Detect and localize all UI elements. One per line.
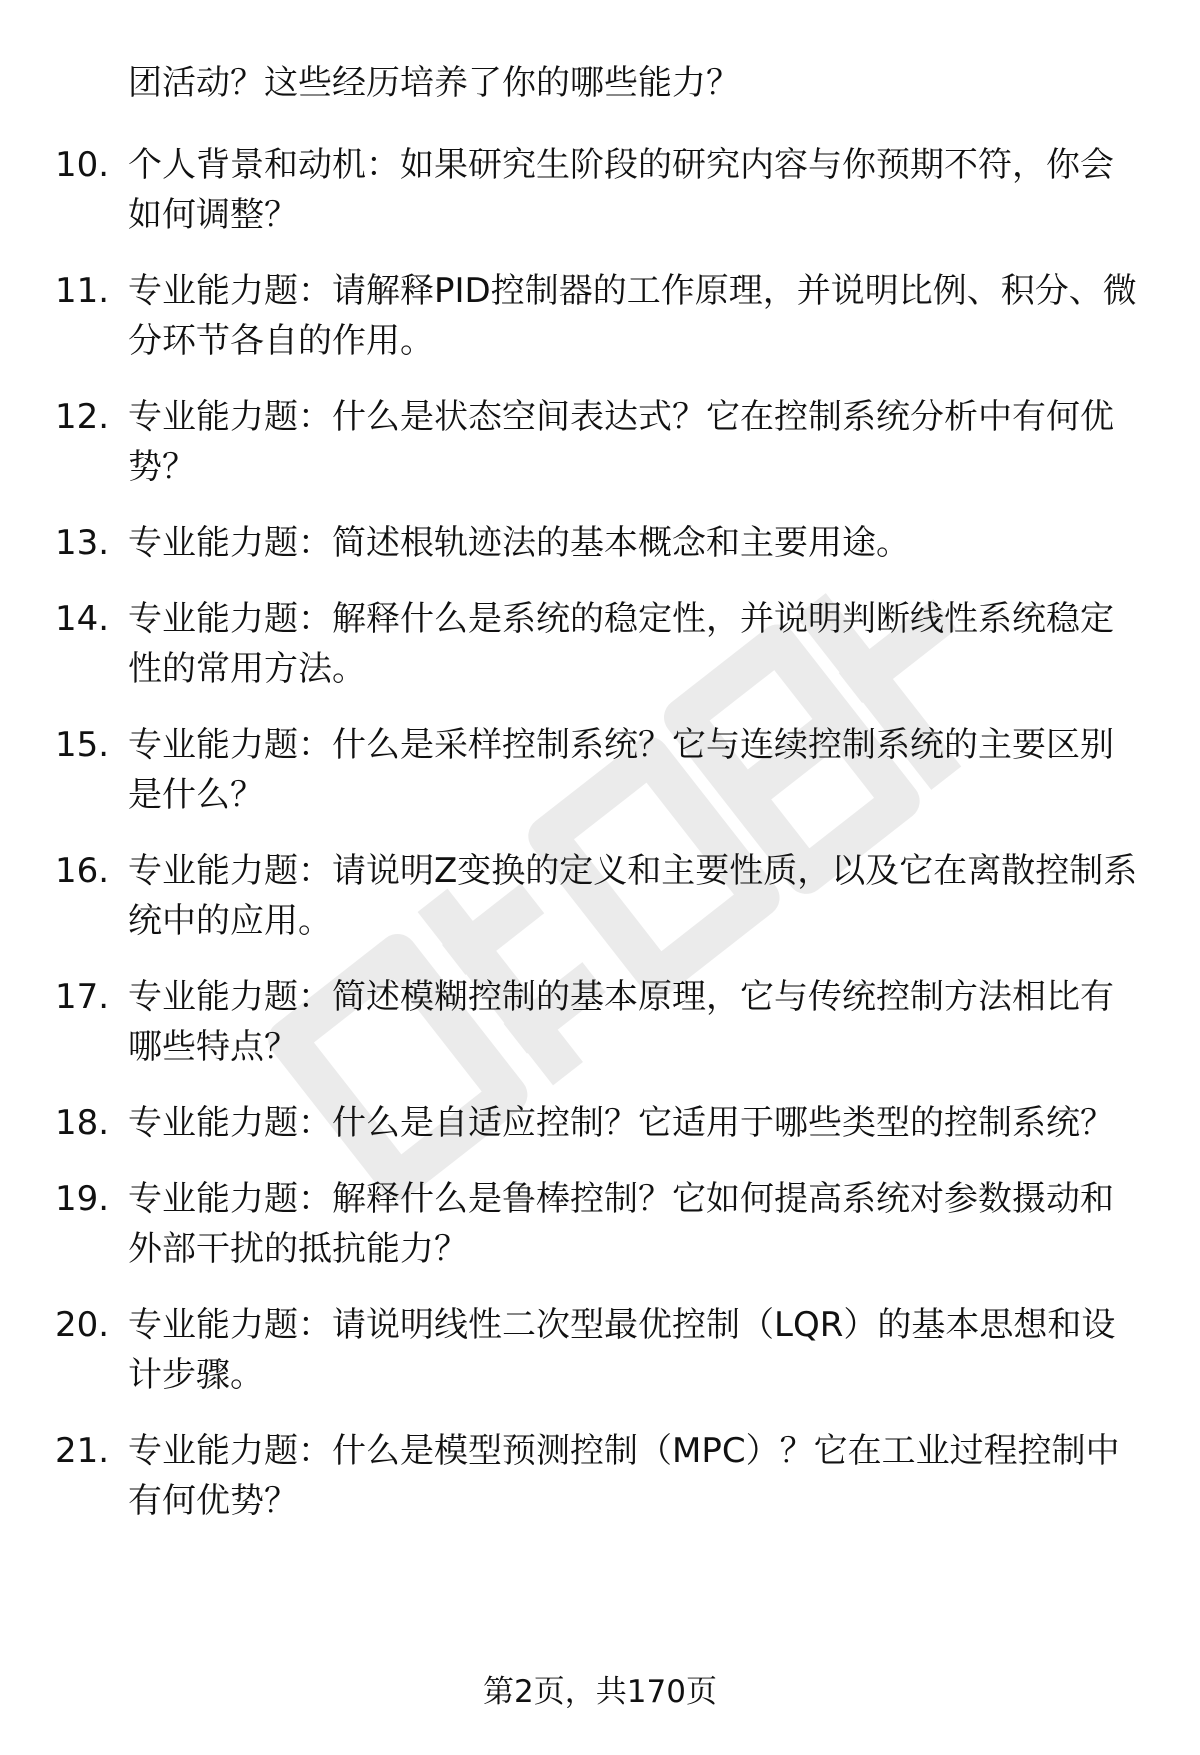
list-item	[0, 266, 1138, 366]
list-item	[0, 972, 1138, 1072]
question-text: 个人背景和动机：如果研究生阶段的研究内容与你预期不符，你会如何调整？	[128, 145, 1114, 235]
question-text: 专业能力题：解释什么是鲁棒控制？它如何提高系统对参数摄动和外部干扰的抵抗能力？	[128, 1179, 1114, 1269]
list-item	[0, 140, 1138, 240]
question-text: 专业能力题：什么是模型预测控制（MPC）？它在工业过程控制中有何优势？	[128, 1431, 1120, 1521]
question-text: 专业能力题：什么是状态空间表达式？它在控制系统分析中有何优势？	[128, 397, 1114, 487]
list-item	[0, 1300, 1138, 1400]
list-item	[0, 1098, 1138, 1148]
question-text: 专业能力题：简述模糊控制的基本原理，它与传统控制方法相比有哪些特点？	[128, 977, 1114, 1067]
question-text: 专业能力题：简述根轨迹法的基本概念和主要用途。	[128, 523, 910, 563]
question-number: 15.	[55, 725, 110, 765]
list-item	[0, 1174, 1138, 1274]
question-list	[0, 140, 1200, 1552]
previous-question-continuation: 团活动？这些经历培养了你的哪些能力？	[128, 63, 740, 103]
question-number: 20.	[55, 1305, 110, 1345]
question-number: 14.	[55, 599, 110, 639]
question-text: 专业能力题：解释什么是系统的稳定性，并说明判断线性系统稳定性的常用方法。	[128, 599, 1114, 689]
list-item	[0, 720, 1138, 820]
question-number: 16.	[55, 851, 110, 891]
question-number: 19.	[55, 1179, 110, 1219]
question-text: 专业能力题：什么是采样控制系统？它与连续控制系统的主要区别是什么？	[128, 725, 1114, 815]
list-item	[0, 594, 1138, 694]
question-text: 专业能力题：请说明Z变换的定义和主要性质，以及它在离散控制系统中的应用。	[128, 851, 1138, 941]
question-text: 专业能力题：请说明线性二次型最优控制（LQR）的基本思想和设计步骤。	[128, 1305, 1116, 1395]
list-item	[0, 518, 1138, 568]
question-number: 17.	[55, 977, 110, 1017]
list-item	[0, 1426, 1138, 1526]
question-text: 专业能力题：什么是自适应控制？它适用于哪些类型的控制系统？	[128, 1103, 1114, 1143]
question-number: 21.	[55, 1431, 110, 1471]
list-item	[0, 846, 1138, 946]
question-number: 13.	[55, 523, 110, 563]
list-item	[0, 392, 1138, 492]
question-number: 11.	[55, 271, 110, 311]
question-text: 专业能力题：请解释PID控制器的工作原理，并说明比例、积分、微分环节各自的作用。	[128, 271, 1137, 361]
page-number-footer: 第2页，共170页	[483, 1674, 717, 1710]
question-number: 18.	[55, 1103, 110, 1143]
question-number: 10.	[55, 145, 110, 185]
question-number: 12.	[55, 397, 110, 437]
